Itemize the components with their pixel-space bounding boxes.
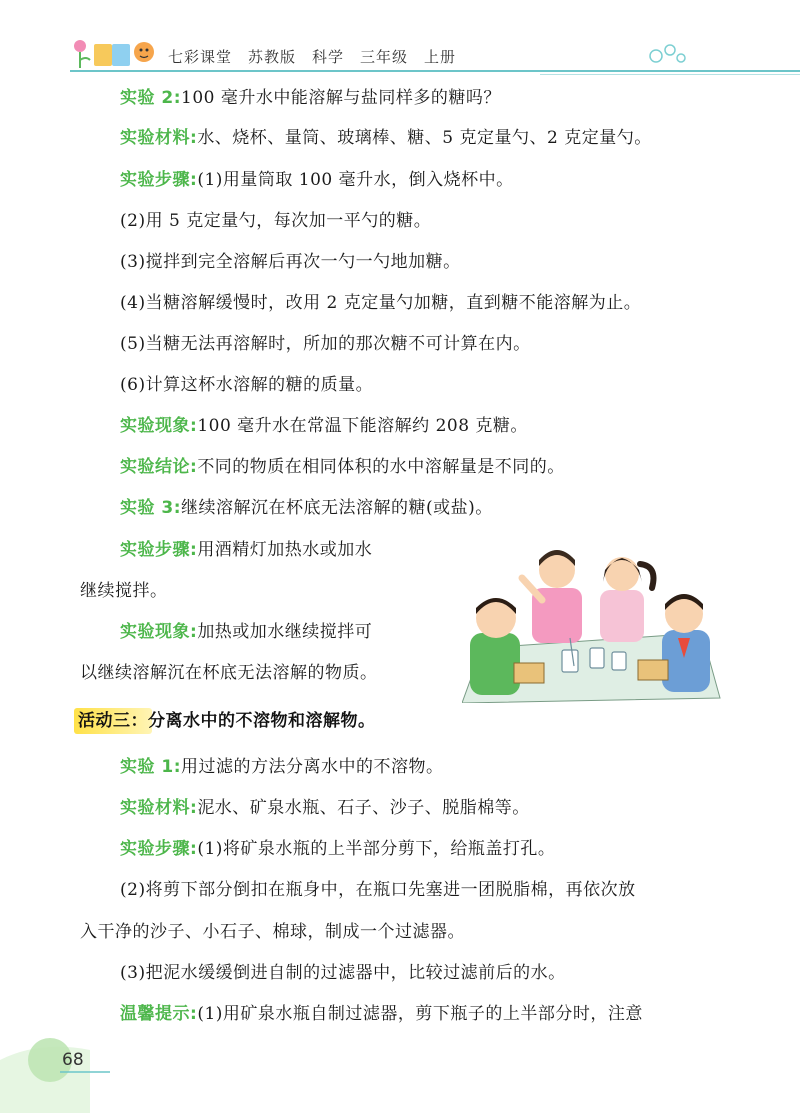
- paragraph: 以继续溶解沉在杯底无法溶解的物质。: [80, 663, 378, 683]
- paragraph: (3)把泥水缓缓倒进自制的过滤器中，比较过滤前后的水。: [120, 963, 566, 983]
- paragraph: (3)搅拌到完全溶解后再次一勺一勺地加糖。: [120, 252, 461, 272]
- paragraph: (6)计算这杯水溶解的糖的质量。: [120, 375, 374, 395]
- paragraph: 实验步骤:(1)将矿泉水瓶的上半部分剪下，给瓶盖打孔。: [120, 839, 556, 859]
- paragraph: 实验材料:水、烧杯、量筒、玻璃棒、糖、5 克定量勺、2 克定量勺。: [120, 128, 652, 148]
- paragraph: (2)将剪下部分倒扣在瓶身中，在瓶口先塞进一团脱脂棉，再依次放: [120, 880, 636, 900]
- header-divider: [70, 70, 800, 72]
- paragraph: 实验 2:100 毫升水中能溶解与盐同样多的糖吗？: [120, 88, 501, 108]
- activity-title: 活动三：分离水中的不溶物和溶解物。: [78, 711, 376, 731]
- children-experiment-illustration: [462, 538, 724, 703]
- book-logo-icon: [70, 34, 162, 72]
- paragraph: (2)用 5 克定量勺，每次加一平勺的糖。: [120, 211, 432, 231]
- paragraph: 实验材料:泥水、矿泉水瓶、石子、沙子、脱脂棉等。: [120, 798, 530, 818]
- page-header: [0, 0, 800, 90]
- paragraph: 实验步骤:(1)用量筒取 100 毫升水，倒入烧杯中。: [120, 170, 514, 190]
- header-divider-secondary: [540, 74, 800, 75]
- paragraph: 温馨提示:(1)用矿泉水瓶自制过滤器，剪下瓶子的上半部分时，注意: [120, 1004, 643, 1024]
- header-title: 七彩课堂 苏教版 科学 三年级 上册: [168, 48, 457, 66]
- paragraph: 入干净的沙子、小石子、棉球，制成一个过滤器。: [80, 922, 465, 942]
- decorative-circles-icon: [648, 40, 688, 66]
- paragraph: (4)当糖溶解缓慢时，改用 2 克定量勺加糖，直到糖不能溶解为止。: [120, 293, 642, 313]
- page-number: 68: [62, 1050, 84, 1070]
- paragraph: 实验现象:加热或加水继续搅拌可: [120, 622, 373, 642]
- paragraph: 实验结论:不同的物质在相同体积的水中溶解量是不同的。: [120, 457, 565, 477]
- paragraph: (5)当糖无法再溶解时，所加的那次糖不可计算在内。: [120, 334, 531, 354]
- paragraph: 实验现象:100 毫升水在常温下能溶解约 208 克糖。: [120, 416, 528, 436]
- paragraph: 实验 1:用过滤的方法分离水中的不溶物。: [120, 757, 444, 777]
- paragraph: 继续搅拌。: [80, 581, 168, 601]
- paragraph: 实验 3:继续溶解沉在杯底无法溶解的糖(或盐)。: [120, 498, 493, 518]
- paragraph: 实验步骤:用酒精灯加热水或加水: [120, 540, 373, 560]
- footer-decoration: [0, 1020, 800, 1113]
